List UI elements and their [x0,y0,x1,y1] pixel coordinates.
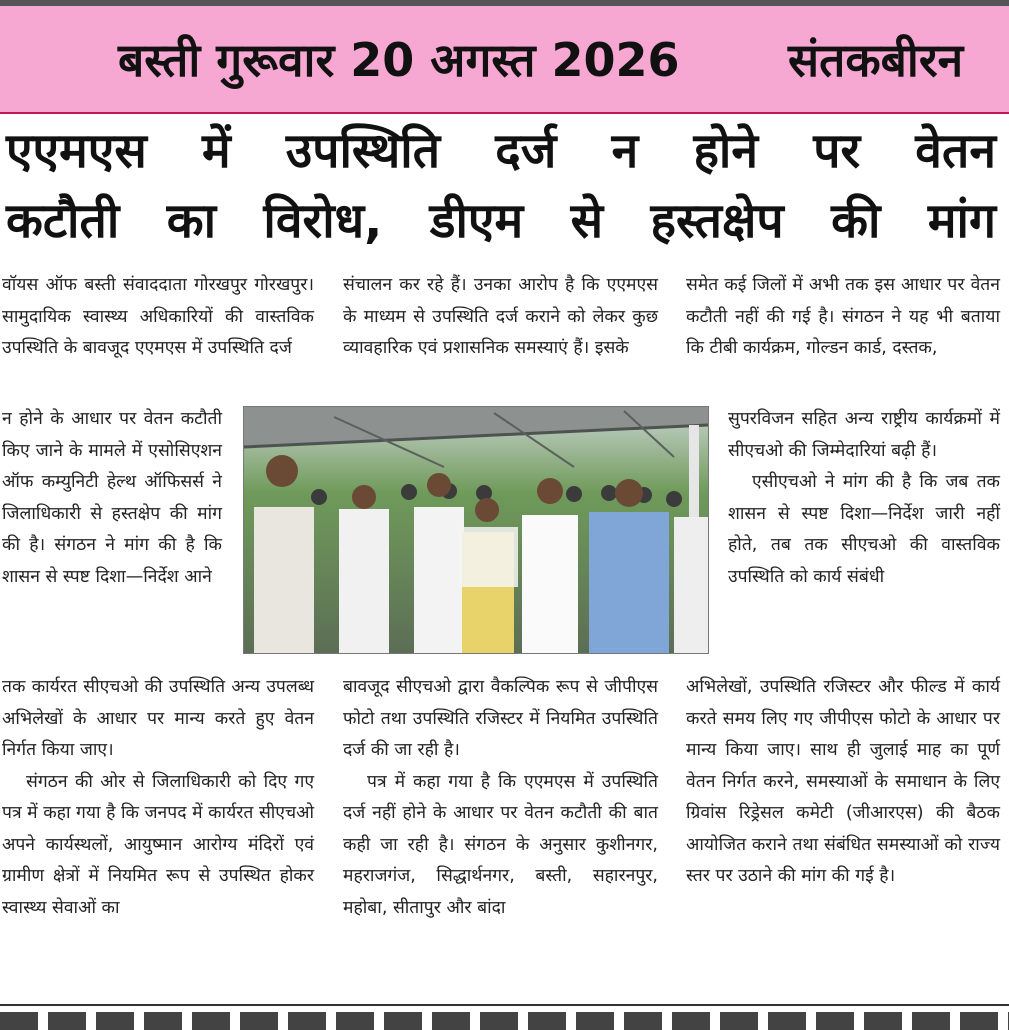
bottom-divider [0,1004,1009,1006]
col1-top-text: वॉयस ऑफ बस्ती संवाददाता गोरखपुर गोरखपुर। सामुदायिक स्वास्थ्य अधिकारियों की वास्तविक उपस्थिति के बावजूद एएमएस में उपस्थिति दर्ज [2,275,314,358]
col3-bottom-text: अभिलेखों, उपस्थिति रजिस्टर और फील्ड में कार्य करते समय लिए गए जीपीएस फोटो के आधार पर मान्य किया जाए। साथ ही जुलाई माह का पूर्ण वेतन निर्गत करने, समस्याओं के समाधान के लिए ग्रिवांस रिड्रेसल कमेटी (जीआरएस) की बैठक आयोजित कराने तथा संबंधित समस्याओं को राज्य स्तर पर उठाने की मांग की गई है। [686,677,1000,886]
col2-bottom-text: बावजूद सीएचओ द्वारा वैकल्पिक रूप से जीपीएस फोटो तथा उपस्थिति रजिस्टर में नियमित उपस्थिति दर्ज की जा रही है। [343,677,658,760]
news-photo [243,406,709,654]
column-1-top [2,270,314,365]
column-3-top [686,270,1000,365]
col3-wrap-text: सुपरविजन सहित अन्य राष्ट्रीय कार्यक्रमों में सीएचओ की जिम्मेदारियां बढ़ी हैं। [728,409,1000,461]
column-2-top [343,270,658,365]
col1-bottom-text: तक कार्यरत सीएचओ की उपस्थिति अन्य उपलब्ध अभिलेखों के आधार पर मान्य करते हुए वेतन निर्गत किया जाए। [2,677,314,760]
col2-top-text: संचालन कर रहे हैं। उनका आरोप है कि एएमएस के माध्यम से उपस्थिति दर्ज कराने को लेकर कुछ व्यावहारिक एवं प्रशासनिक समस्याएं हैं। इसके [343,275,658,358]
next-headline-cropped [0,1012,1009,1030]
column-3-bottom [686,672,1000,893]
col1-paragraph-2: संगठन की ओर से जिलाधिकारी को दिए गए पत्र में कहा गया है कि जनपद में कार्यरत सीएचओ अपने कार्यस्थलों, आयुष्मान आरोग्य मंदिरों एवं ग्रामीण क्षेत्रों में नियमित रूप से उपस्थित होकर स्वास्थ्य सेवाओं का [2,771,314,918]
col3-paragraph-2: एसीएचओ ने मांग की है कि जब तक शासन से स्पष्ट दिशा—निर्देश जारी नहीं होते, तब तक सीएचओ की वास्तविक उपस्थिति को कार्य संबंधी [728,472,1000,587]
photo-group-of-health-officers [244,407,708,653]
col2-paragraph-2: पत्र में कहा गया है कि एएमएस में उपस्थिति दर्ज नहीं होने के आधार पर वेतन कटौती की बात कही जा रही है। संगठन के अनुसार कुशीनगर, महराजगंज, सिद्धार्थनगर, बस्ती, सहारनपुर, महोबा, सीतापुर और बांदा [343,771,658,918]
column-1-bottom [2,672,314,924]
column-3-wrap [728,404,1000,593]
column-2-bottom [343,672,658,924]
masthead-dateline: बस्ती गुरूवार 20 अगस्त 2026 [118,33,680,87]
masthead-region: संतकबीरन [788,33,964,87]
column-1-wrap [2,404,222,593]
col1-wrap-text: न होने के आधार पर वेतन कटौती किए जाने के मामले में एसोसिएशन ऑफ कम्युनिटी हेल्थ ऑफिसर्स ने जिलाधिकारी से हस्तक्षेप की मांग की है। संगठन ने मांग की है कि शासन से स्पष्ट दिशा—निर्देश आने [2,409,222,587]
article-headline [6,116,996,256]
masthead-banner [0,6,1009,114]
col3-top-text: समेत कई जिलों में अभी तक इस आधार पर वेतन कटौती नहीं की गई है। संगठन ने यह भी बताया कि टीबी कार्यक्रम, गोल्डन कार्ड, दस्तक, [686,275,1000,358]
headline-line-2: कटौती का विरोध, डीएम से हस्तक्षेप की मांग [6,193,996,249]
headline-line-1: एएमएस में उपस्थिति दर्ज न होने पर वेतन [6,123,996,179]
